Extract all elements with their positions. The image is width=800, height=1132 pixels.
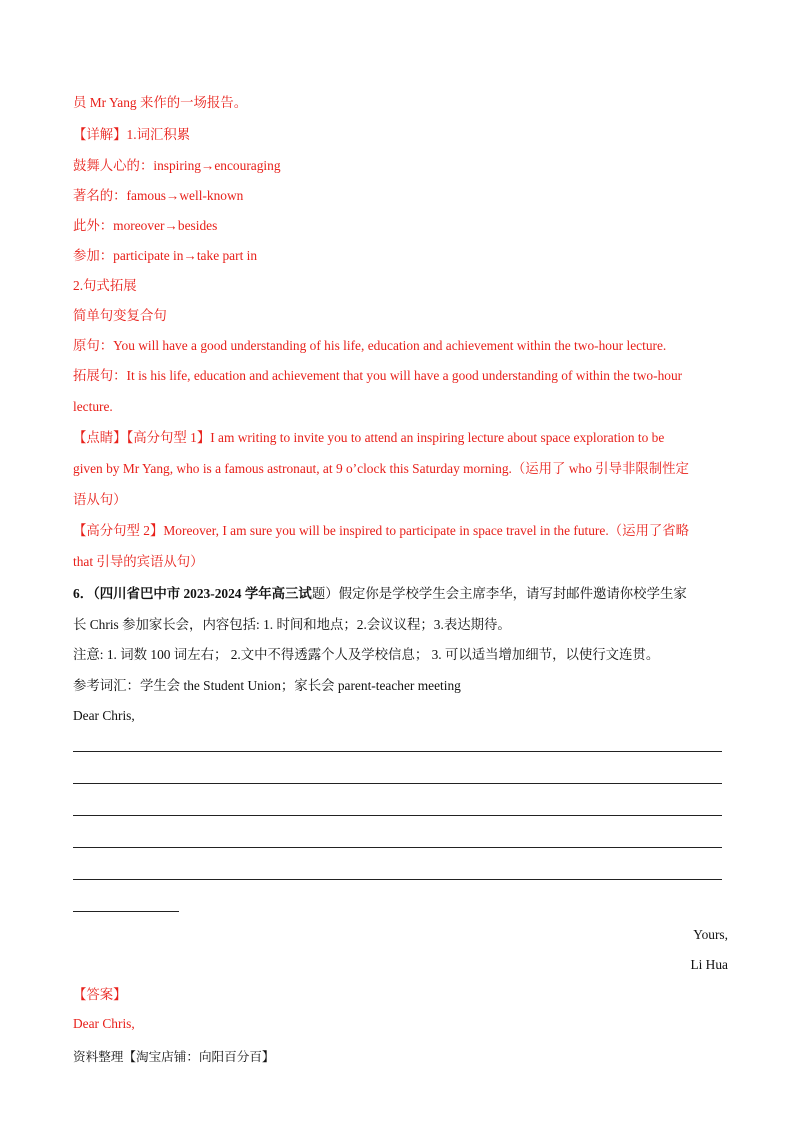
text-line: 简单句变复合句	[73, 308, 167, 323]
answer-line	[73, 783, 722, 784]
text-line: 语从句）	[73, 492, 127, 507]
letter-salutation: Dear Chris,	[73, 708, 135, 723]
answer-line	[73, 847, 722, 848]
highlight-heading: 【点睛】【高分句型 1】I am writing to invite you to attend an inspiring lecture about space exploration to be	[73, 430, 665, 445]
question-6	[73, 584, 728, 604]
question-prompt-cont: 长 Chris 参加家长会，内容包括: 1. 时间和地点；2.会议议程；3.表达期待。	[73, 617, 511, 632]
answer-line	[73, 879, 722, 880]
answer-line-short	[73, 911, 179, 912]
letter-closing: Yours,	[693, 927, 728, 942]
answer-salutation: Dear Chris,	[73, 1016, 135, 1031]
text-line: 员 Mr Yang 来作的一场报告。	[73, 95, 248, 110]
answer-line	[73, 751, 722, 752]
text-line: 此外：moreover→besides	[73, 218, 218, 233]
question-vocab: 参考词汇：学生会 the Student Union；家长会 parent-teacher meeting	[73, 678, 461, 693]
text-line: 鼓舞人心的：inspiring→encouraging	[73, 158, 281, 173]
text-line: 原句：You will have a good understanding of his life, education and achievement within the two-hour lecture.	[73, 338, 667, 353]
footer-note: 资料整理【淘宝店铺：向阳百分百】	[73, 1050, 275, 1064]
question-source: （四川省巴中市 2023-2024 学年高三试	[93, 586, 312, 601]
explanation-heading: 【详解】1.词汇积累	[73, 127, 191, 142]
question-number: 6．	[73, 586, 94, 601]
text-line: given by Mr Yang, who is a famous astronaut, at 9 o’clock this Saturday morning.（运用了 who 引导非限制性定	[73, 461, 689, 476]
text-line: 【高分句型 2】Moreover, I am sure you will be inspired to participate in space travel in the future.（运用了省略	[73, 523, 690, 538]
text-line: 拓展句：It is his life, education and achievement that you will have a good understanding of within the two-hour	[73, 368, 683, 383]
question-notes: 注意: 1. 词数 100 词左右； 2.文中不得透露个人及学校信息； 3. 可以适当增加细节，以使行文连贯。	[73, 647, 660, 662]
question-source-end: 题）	[311, 586, 339, 601]
question-prompt: 假定你是学校学生会主席李华，请写封邮件邀请你校学生家	[338, 586, 687, 601]
answer-line	[73, 815, 722, 816]
text-line: 参加：participate in→take part in	[73, 248, 258, 263]
text-line: 2.句式拓展	[73, 278, 137, 293]
answer-label: 【答案】	[73, 987, 127, 1002]
text-line: 著名的：famous→well-known	[73, 188, 244, 203]
letter-signature: Li Hua	[690, 957, 728, 972]
text-line: lecture.	[73, 399, 113, 414]
text-line: that 引导的宾语从句）	[73, 554, 204, 569]
